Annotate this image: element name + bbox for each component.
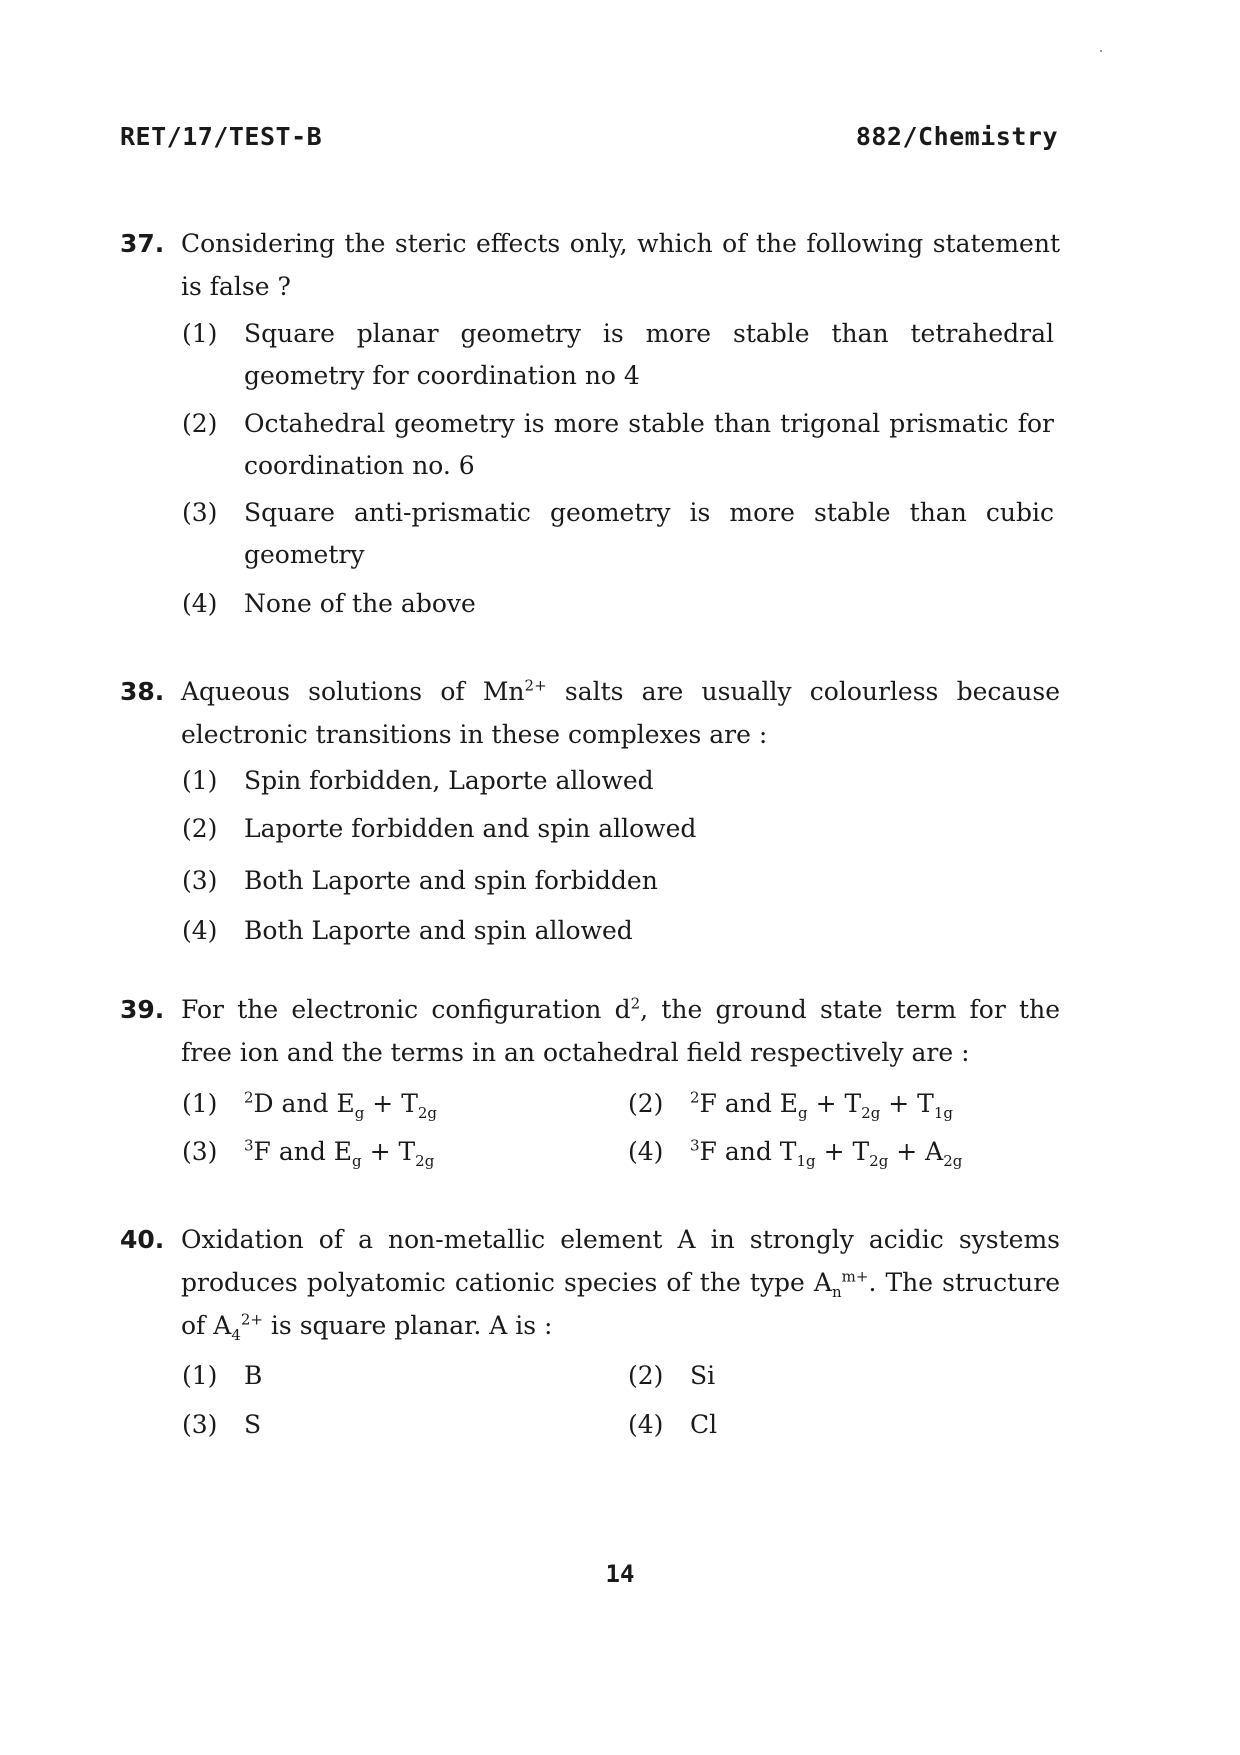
scan-speck [1100, 50, 1102, 52]
question-number: 38. [120, 677, 165, 706]
option-text: Cl [690, 1410, 718, 1439]
option-number: (1) [182, 1361, 218, 1390]
q39-option-3 [182, 1131, 612, 1173]
option-number: (3) [182, 498, 218, 527]
q40-option-4 [628, 1404, 1058, 1446]
option-text: Both Laporte and spin forbidden [244, 866, 658, 895]
question-40 [120, 1218, 1060, 1347]
option-number: (2) [182, 814, 218, 843]
option-number: (4) [182, 916, 218, 945]
q39-option-2 [628, 1083, 1058, 1125]
q40-option-1 [182, 1355, 612, 1397]
option-text: Spin forbidden, Laporte allowed [244, 766, 654, 795]
q37-option-3 [182, 492, 1060, 576]
option-number: (4) [628, 1410, 664, 1439]
option-text: None of the above [244, 589, 476, 618]
option-text: $^2$D and $E_g + T_{2g}$ [244, 1088, 438, 1122]
option-text: $^3$F and $E_g + T_{2g}$ [244, 1136, 435, 1170]
option-text: Square planar geometry is more stable than tetrahedral geometry for coordination no 4 [244, 319, 1054, 390]
option-text: Both Laporte and spin allowed [244, 916, 633, 945]
option-number: (4) [628, 1137, 664, 1166]
option-number: (2) [182, 409, 218, 438]
q38-option-4 [182, 910, 1060, 952]
question-number: 37. [120, 229, 165, 258]
option-number: (1) [182, 766, 218, 795]
q40-option-2 [628, 1355, 1058, 1397]
option-number: (2) [628, 1361, 664, 1390]
question-text: For the electronic configuration $d^2$, the ground state term for the free ion and the terms in an octahedral field respectively are : [181, 994, 1060, 1067]
question-text: Considering the steric effects only, which of the following statement is false ? [181, 229, 1060, 301]
q38-option-2 [182, 808, 1060, 850]
option-number: (3) [182, 1410, 218, 1439]
question-text: Oxidation of a non-metallic element A in strongly acidic systems produces polyatomic cationic species of the type $A_n^{m+}$. The structure of $A_4^{2+}$ is square planar. A is : [181, 1225, 1061, 1344]
option-text: Laporte forbidden and spin allowed [244, 814, 697, 843]
q38-option-3 [182, 860, 1060, 902]
q37-option-4 [182, 583, 1060, 625]
option-number: (3) [182, 1137, 218, 1166]
option-number: (4) [182, 589, 218, 618]
q39-option-4 [628, 1131, 1058, 1173]
header-subject: 882/Chemistry [855, 122, 1058, 151]
option-number: (1) [182, 319, 218, 348]
option-text: $^2$F and $E_g + T_{2g} + T_{1g}$ [690, 1088, 953, 1122]
q37-option-1 [182, 313, 1060, 397]
question-38 [120, 670, 1060, 756]
option-text: Si [690, 1361, 716, 1390]
option-text: B [244, 1361, 263, 1390]
question-number: 39. [120, 995, 165, 1024]
header-paper-code: RET/17/TEST-B [120, 122, 323, 151]
option-text: $^3$F and $T_{1g} + T_{2g} + A_{2g}$ [690, 1136, 963, 1170]
q39-option-1 [182, 1083, 612, 1125]
q37-option-2 [182, 403, 1060, 487]
option-number: (2) [628, 1089, 664, 1118]
question-37 [120, 222, 1060, 308]
option-text: Square anti-prismatic geometry is more stable than cubic geometry [244, 498, 1054, 569]
page-number: 14 [605, 1560, 635, 1588]
q38-option-1 [182, 760, 1060, 802]
option-text: Octahedral geometry is more stable than trigonal prismatic for coordination no. 6 [244, 409, 1054, 480]
question-text: Aqueous solutions of $Mn^{2+}$ salts are usually colourless because electronic transitions in these complexes are : [181, 676, 1061, 749]
option-text: S [244, 1410, 262, 1439]
question-39 [120, 988, 1060, 1074]
q40-option-3 [182, 1404, 612, 1446]
option-number: (1) [182, 1089, 218, 1118]
option-number: (3) [182, 866, 218, 895]
question-number: 40. [120, 1225, 165, 1254]
